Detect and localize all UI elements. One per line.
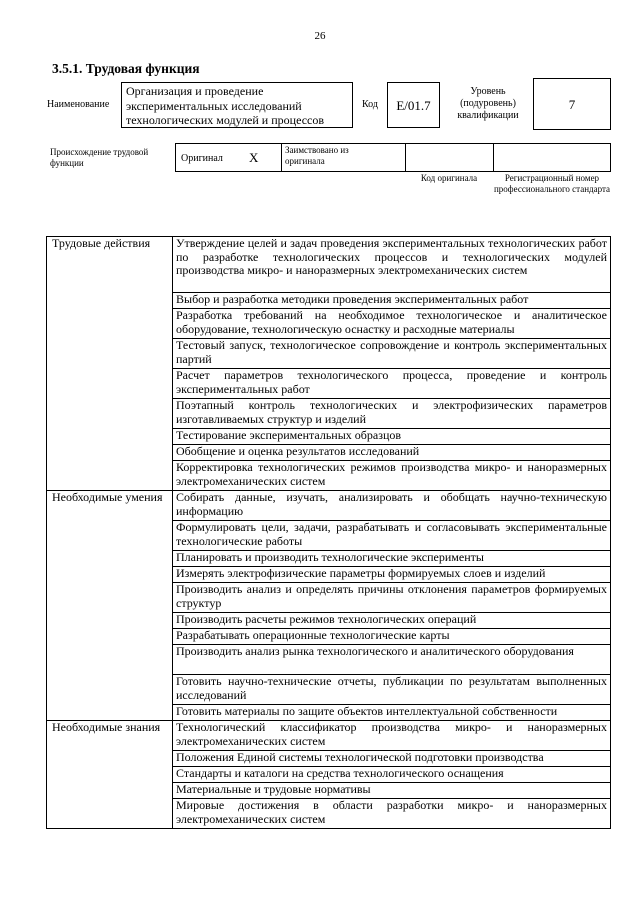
section-title: 3.5.1. Трудовая функция [52, 61, 200, 76]
list-item: Производить анализ и определять причины отклонения параметров формируемых структур [173, 583, 611, 613]
labor-function-table [46, 236, 611, 829]
list-item: Материальные и трудовые нормативы [173, 783, 611, 799]
list-item: Мировые достижения в области разработки микро- и наноразмерных электромеханических систем [173, 799, 611, 829]
list-item: Готовить научно-технические отчеты, публикации по результатам выполненных исследований [173, 675, 611, 705]
code-label: Код [362, 99, 378, 110]
code-original-label: Код оригинала [420, 173, 478, 183]
original-label: Оригинал [181, 153, 223, 164]
list-item: Выбор и разработка методики проведения экспериментальных работ [173, 293, 611, 309]
code-value: E/01.7 [387, 82, 440, 128]
list-item: Поэтапный контроль технологических и электрофизических параметров изготавливаемых структур и изделий [173, 399, 611, 429]
list-item: Разработка требований на необходимое технологическое и аналитическое оборудование, технологическую оснастку и расходные материалы [173, 309, 611, 339]
list-item: Обобщение и оценка результатов исследований [173, 445, 611, 461]
name-value: Организация и проведение экспериментальных исследований технологических модулей и процессов [121, 82, 353, 128]
list-item: Стандарты и каталоги на средства технологического оснащения [173, 767, 611, 783]
divider [405, 143, 406, 172]
origin-table [175, 143, 611, 172]
borrowed-label: Заимствовано из оригинала [285, 145, 349, 166]
section-title-knowledge: Необходимые знания [47, 721, 173, 829]
list-item: Технологический классификатор производства микро- и наноразмерных электромеханических систем [173, 721, 611, 751]
section-title-skills: Необходимые умения [47, 491, 173, 721]
list-item: Утверждение целей и задач проведения экспериментальных технологических работ по разработке технологических процессов и технологических модулей производства микро- и наноразмерных электромеханических систем [173, 237, 611, 293]
table-row [47, 721, 611, 751]
table-row [47, 491, 611, 521]
original-mark: X [249, 150, 259, 165]
list-item: Тестовый запуск, технологическое сопровождение и контроль экспериментальных партий [173, 339, 611, 369]
list-item: Расчет параметров технологического процесса, проведение и контроль экспериментальных работ [173, 369, 611, 399]
list-item: Корректировка технологических режимов производства микро- и наноразмерных электромеханических систем [173, 461, 611, 491]
page-number: 26 [314, 30, 326, 42]
divider [281, 143, 282, 172]
name-label: Наименование [47, 99, 110, 110]
reg-number-label: Регистрационный номер профессионального стандарта [493, 173, 611, 194]
list-item: Тестирование экспериментальных образцов [173, 429, 611, 445]
list-item: Измерять электрофизические параметры формируемых слоев и изделий [173, 567, 611, 583]
list-item: Положения Единой системы технологической подготовки производства [173, 751, 611, 767]
section-title-actions: Трудовые действия [47, 237, 173, 491]
list-item: Собирать данные, изучать, анализировать и обобщать научно-техническую информацию [173, 491, 611, 521]
list-item: Производить анализ рынка технологического и аналитического оборудования [173, 645, 611, 675]
level-label: Уровень (подуровень) квалификации [457, 86, 519, 121]
origin-label: Происхождение трудовой функции [50, 147, 149, 168]
table-row [47, 237, 611, 293]
list-item: Готовить материалы по защите объектов интеллектуальной собственности [173, 705, 611, 721]
list-item: Планировать и производить технологические эксперименты [173, 551, 611, 567]
list-item: Формулировать цели, задачи, разрабатывать и согласовывать экспериментальные технологические работы [173, 521, 611, 551]
list-item: Производить расчеты режимов технологических операций [173, 613, 611, 629]
level-value: 7 [533, 78, 611, 130]
divider [493, 143, 494, 172]
list-item: Разрабатывать операционные технологические карты [173, 629, 611, 645]
